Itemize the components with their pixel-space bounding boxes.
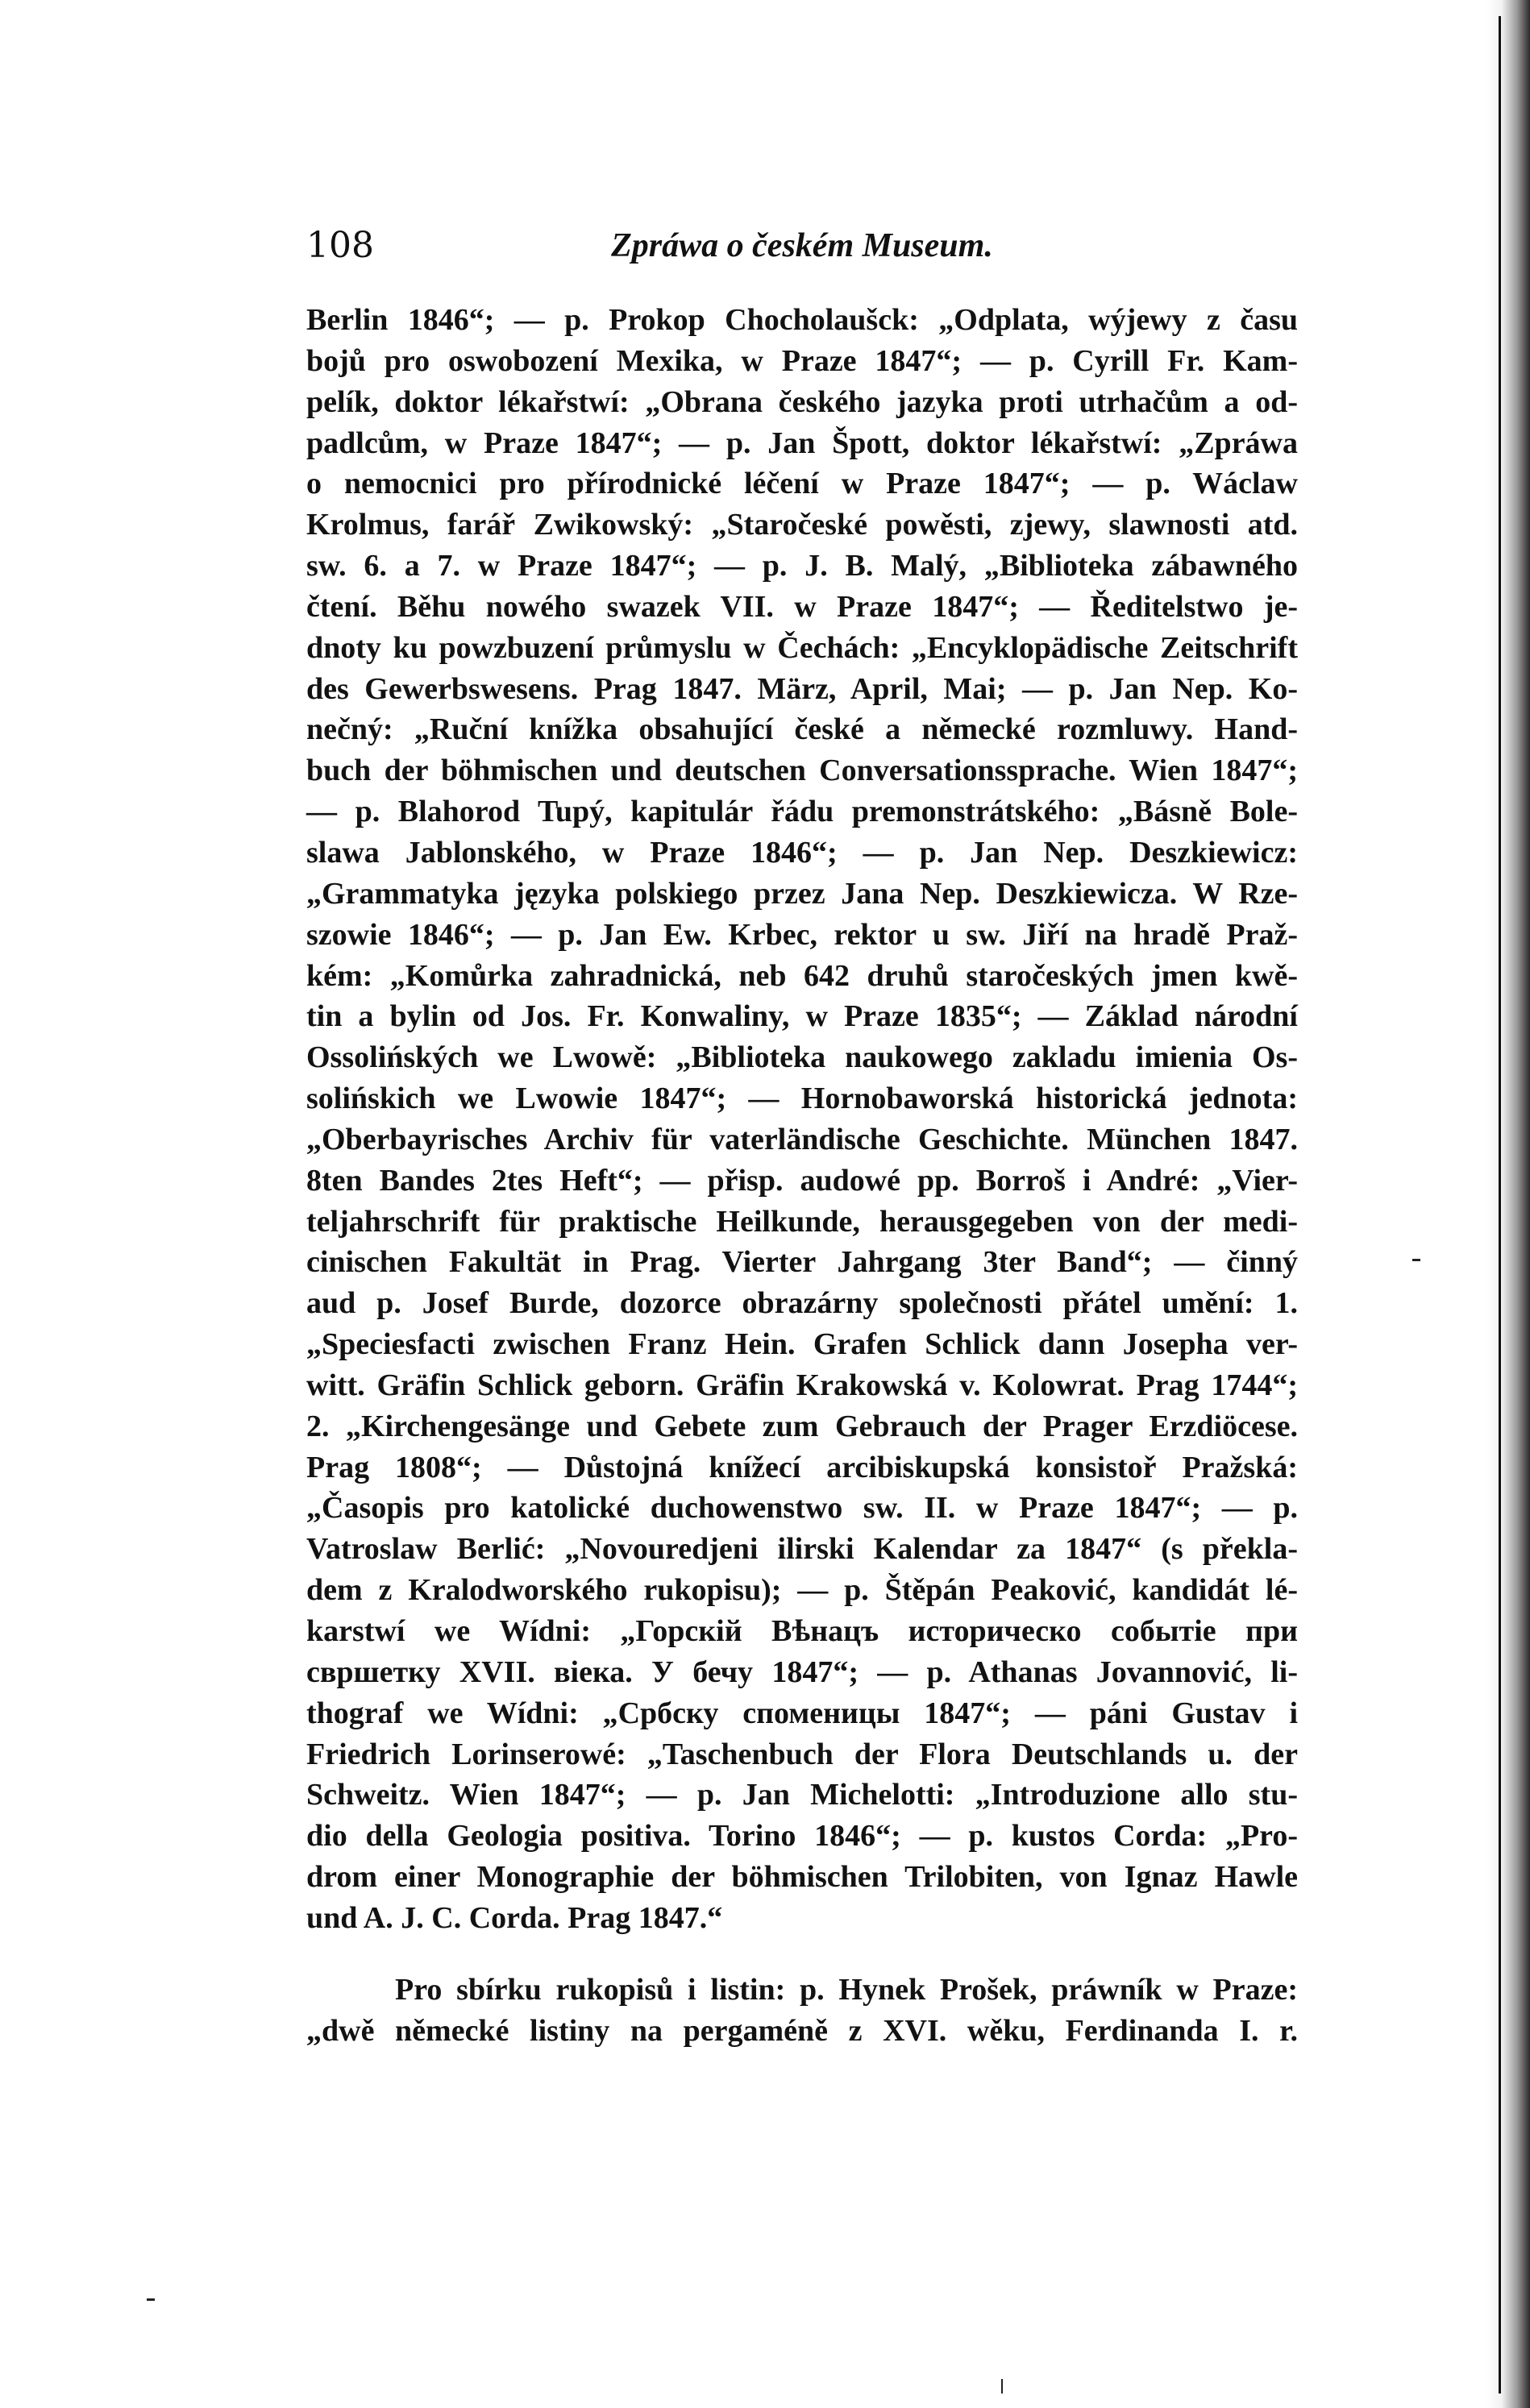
- page-edge-line: [1499, 16, 1501, 2393]
- text-line: „Speciesfacti zwischen Franz Hein. Grafen Schlick dann Josepha ver-: [306, 1327, 1298, 1362]
- text-line: sw. 6. a 7. w Praze 1847“; — p. J. B. Malý, „Biblioteka zábawného: [306, 549, 1298, 583]
- text-line: aud p. Josef Burde, dozorce obrazárny společnosti přátel umění: 1.: [306, 1286, 1298, 1321]
- text-line: Prag 1808“; — Důstojná knížecí arcibiskupská konsistoř Pražská:: [306, 1450, 1298, 1484]
- text-line: Krolmus, farář Zwikowský: „Staročeské powěsti, zjewy, slawnosti atd.: [306, 508, 1298, 542]
- text-line: Vatroslaw Berlić: „Novouredjeni ilirski Kalendar za 1847“ (s překla-: [306, 1532, 1298, 1567]
- page-header: [306, 218, 1298, 274]
- bottom-tick: [1001, 2379, 1003, 2393]
- text-line: witt. Gräfin Schlick geborn. Gräfin Krakowská v. Kolowrat. Prag 1744“;: [306, 1368, 1298, 1402]
- margin-dash: [147, 2298, 155, 2301]
- text-line: свршетку XVII. вiека. У бечу 1847“; — p. Athanas Jovannović, li-: [306, 1654, 1298, 1689]
- text-line: drom einer Monographie der böhmischen Trilobiten, von Ignaz Hawle: [306, 1860, 1298, 1895]
- text-line: „Časopis pro katolické duchowenstwo sw. II. w Praze 1847“; — p.: [306, 1491, 1298, 1526]
- paragraph-gap: [306, 1939, 1298, 1970]
- text-line: — p. Blahorod Tupý, kapitulár řádu premonstrátského: „Básně Bole-: [306, 795, 1298, 829]
- text-line: slawa Jablonského, w Praze 1846“; — p. Jan Nep. Deszkiewicz:: [306, 835, 1298, 870]
- text-line: cinischen Fakultät in Prag. Vierter Jahrgang 3ter Band“; — činný: [306, 1245, 1298, 1280]
- text-line-last: und A. J. C. Corda. Prag 1847.“: [306, 1900, 723, 1935]
- text-line: Schweitz. Wien 1847“; — p. Jan Michelotti: „Introduzione allo stu-: [306, 1778, 1298, 1812]
- text-line: 2. „Kirchengesänge und Gebete zum Gebrauch der Prager Erzdiöcese.: [306, 1409, 1298, 1443]
- text-line: bojů pro oswobození Mexika, w Praze 1847“; — p. Cyrill Fr. Kam-: [306, 343, 1298, 378]
- text-line: dio della Geologia positiva. Torino 1846“; — p. kustos Corda: „Pro-: [306, 1819, 1298, 1854]
- text-line: kém: „Komůrka zahradnická, neb 642 druhů staročeských jmen kwě-: [306, 958, 1298, 993]
- text-line: tin a bylin od Jos. Fr. Konwaliny, w Praze 1835“; — Základ národní: [306, 999, 1298, 1034]
- text-line: padlcům, w Praze 1847“; — p. Jan Špott, doktor lékařstwí: „Zpráwa: [306, 426, 1298, 460]
- page-number: 108: [306, 225, 374, 266]
- text-line: čtení. Běhu nowého swazek VII. w Praze 1847“; — Ředitelstwo je-: [306, 589, 1298, 624]
- text-line: buch der böhmischen und deutschen Conversationssprache. Wien 1847“;: [306, 754, 1298, 788]
- text-line: „dwě německé listiny na pergaméně z XVI. wěku, Ferdinanda I. r.: [306, 2013, 1298, 2048]
- text-line: 8ten Bandes 2tes Heft“; — přisp. audowé pp. Borroš i André: „Vier-: [306, 1163, 1298, 1198]
- text-line: thograf we Wídni: „Србску споменицы 1847“; — páni Gustav i: [306, 1696, 1298, 1730]
- text-line: o nemocnici pro přírodnické léčení w Praze 1847“; — p. Wáclaw: [306, 467, 1298, 501]
- body-text: [306, 300, 1298, 2051]
- text-line: „Grammatyka języka polskiego przez Jana Nep. Deszkiewicza. W Rze-: [306, 876, 1298, 911]
- text-line: Friedrich Lorinserowé: „Taschenbuch der Flora Deutschlands u. der: [306, 1737, 1298, 1771]
- text-line: karstwí we Wídni: „Горскiй Вѣнацъ историческо событiе при: [306, 1614, 1298, 1648]
- running-title: Zpráwa o českém Museum.: [611, 227, 993, 264]
- text-line: solińskich we Lwowie 1847“; — Hornobaworská historická jednota:: [306, 1082, 1298, 1116]
- text-line: szowie 1846“; — p. Jan Ew. Krbec, rektor u sw. Jiří na hradě Praž-: [306, 917, 1298, 952]
- text-line: Ossolińských we Lwowě: „Biblioteka naukowego zakladu imienia Os-: [306, 1040, 1298, 1075]
- text-line: „Oberbayrisches Archiv für vaterländische Geschichte. München 1847.: [306, 1122, 1298, 1156]
- text-line: nečný: „Ruční knížka obsahující české a německé rozmluwy. Hand-: [306, 712, 1298, 747]
- text-line: dem z Kralodworského rukopisu); — p. Štěpán Peaković, kandidát lé-: [306, 1573, 1298, 1608]
- page-edge-shadow: [1486, 0, 1530, 2408]
- text-line: dnoty ku powzbuzení průmyslu w Čechách: „Encyklopädische Zeitschrift: [306, 630, 1298, 665]
- paragraph-start: Pro sbírku rukopisů i listin: p. Hynek Prošek, práwník w Praze:: [395, 1972, 1298, 2007]
- text-line: pelík, doktor lékařstwí: „Obrana českého jazyka proti utrhačům a od-: [306, 384, 1298, 419]
- margin-dash: [1412, 1259, 1420, 1261]
- text-line: Berlin 1846“; — p. Prokop Chocholaušck: „Odplata, wýjewy z času: [306, 303, 1298, 337]
- text-line: des Gewerbswesens. Prag 1847. März, April, Mai; — p. Jan Nep. Ko-: [306, 671, 1298, 706]
- text-line: teljahrschrift für praktische Heilkunde, herausgegeben von der medi-: [306, 1204, 1298, 1239]
